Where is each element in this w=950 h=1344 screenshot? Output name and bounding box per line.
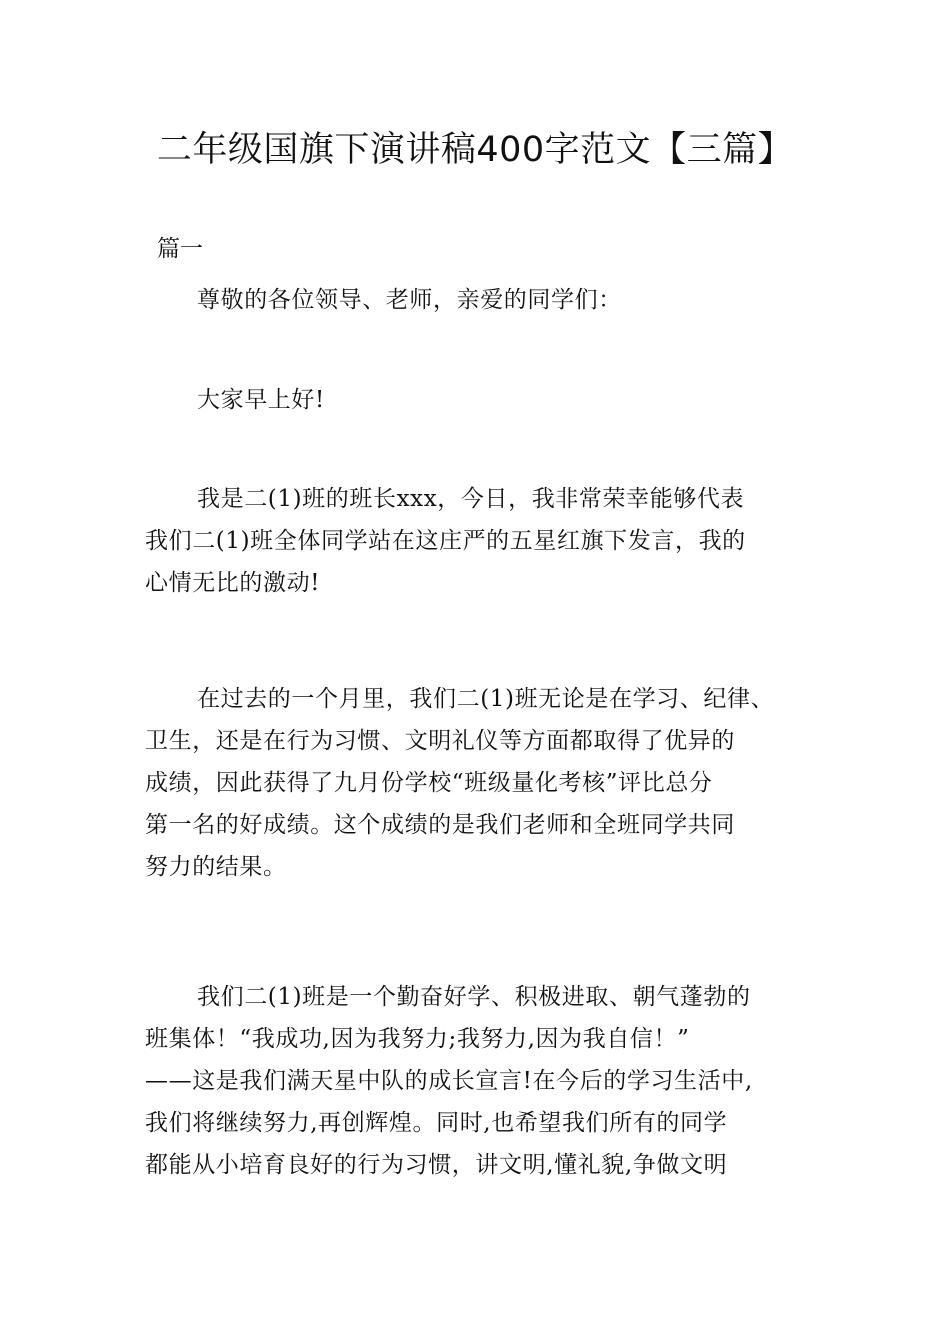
paragraph-3 xyxy=(145,976,817,1186)
paragraph-2-line: 第一名的好成绩。这个成绩的是我们老师和全班同学共同 xyxy=(145,812,735,838)
paragraph-1-line: 心情无比的激动! xyxy=(145,570,321,596)
paragraph-3-line: 都能从小培育良好的行为习惯，讲文明,懂礼貌,争做文明 xyxy=(145,1152,728,1178)
paragraph-2-line: 成绩，因此获得了九月份学校“班级量化考核”评比总分 xyxy=(145,770,713,796)
paragraph-3-line: 班集体！“我成功,因为我努力;我努力,因为我自信！” xyxy=(145,1026,690,1052)
paragraph-1-line: 我是二(1)班的班长xxx，今日，我非常荣幸能够代表 xyxy=(197,486,745,512)
paragraph-1 xyxy=(145,478,817,604)
paragraph-2-line: 卫生，还是在行为习惯、文明礼仪等方面都取得了优异的 xyxy=(145,728,735,754)
paragraph-3-line: 我们二(1)班是一个勤奋好学、积极进取、朝气蓬勃的 xyxy=(197,984,751,1010)
greeting-paragraph: 尊敬的各位领导、老师，亲爱的同学们： xyxy=(197,287,622,313)
paragraph-1-line: 我们二(1)班全体同学站在这庄严的五星红旗下发言，我的 xyxy=(145,528,746,554)
section-label: 篇一 xyxy=(157,236,203,262)
paragraph-3-line: 我们将继续努力,再创辉煌。同时,也希望我们所有的同学 xyxy=(145,1110,728,1136)
paragraph-2-line: 努力的结果。 xyxy=(145,854,287,880)
paragraph-2 xyxy=(145,678,817,888)
paragraph-3-line: ——这是我们满天星中队的成长宣言!在今后的学习生活中, xyxy=(145,1068,753,1094)
document-title: 二年级国旗下演讲稿400字范文【三篇】 xyxy=(156,130,794,170)
paragraph-2-line: 在过去的一个月里，我们二(1)班无论是在学习、纪律、 xyxy=(197,686,775,712)
hello-paragraph: 大家早上好! xyxy=(197,387,325,413)
